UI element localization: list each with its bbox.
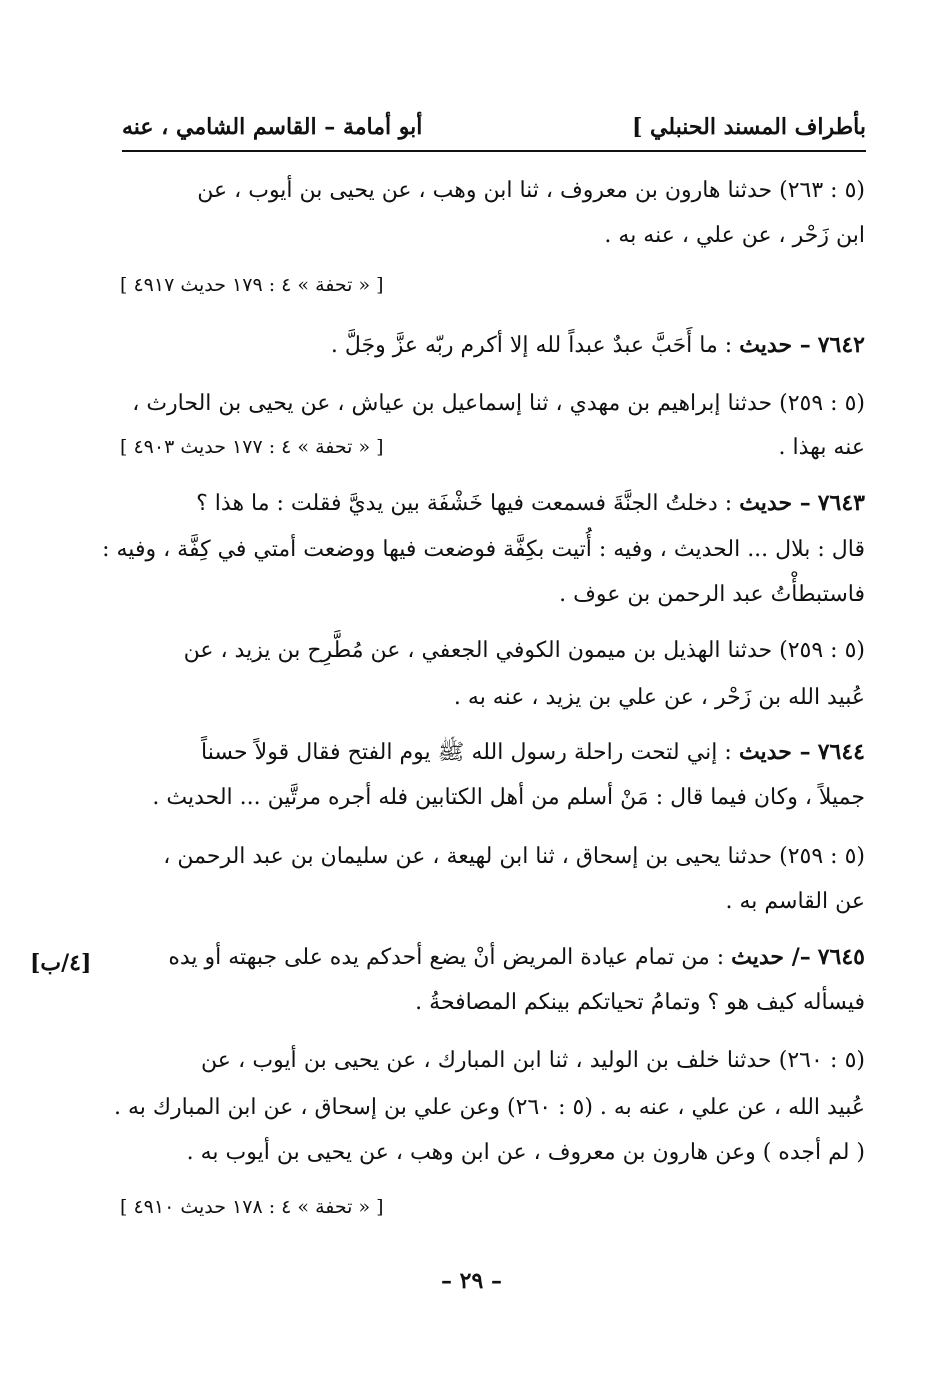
hadith-number: ٧٦٤٤ <box>817 739 865 765</box>
isnad-line: (٥ : ٢٥٩) حدثنا يحيى بن إسحاق ، ثنا ابن لهيعة ، عن سليمان بن عبد الرحمن ، <box>163 844 865 869</box>
hadith-7644 <box>201 737 865 768</box>
isnad-line: (٥ : ٢٦٣) حدثنا هارون بن معروف ، ثنا ابن وهب ، عن يحيى بن أيوب ، عن <box>197 178 865 203</box>
hadith-text-line: فاستبطأْتُ عبد الرحمن بن عوف . <box>559 582 865 607</box>
isnad-line: ابن زَحْر ، عن علي ، عنه به . <box>604 223 865 248</box>
hadith-number: ٧٦٤٢ <box>817 332 865 358</box>
isnad-line: عن القاسم به . <box>725 889 865 914</box>
hadith-label: – حديث <box>739 332 811 358</box>
hadith-label: – حديث <box>738 739 811 765</box>
isnad-line: ( لم أجده ) وعن هارون بن معروف ، عن ابن وهب ، عن يحيى بن أيوب به . <box>186 1140 865 1165</box>
hadith-text-line: قال : بلال ... الحديث ، وفيه : أُتيت بكِفَّة فوضعت فيها ووضعت أمتي في كِفَّة ، وفيه : <box>102 537 865 562</box>
tuhfa-reference: [ « تحفة » ٤ : ١٧٩ حديث ٤٩١٧ ] <box>120 274 384 296</box>
hadith-text-line: جميلاً ، وكان فيما قال : مَنْ أسلم من أهل الكتابين فله أجره مرتَّين ... الحديث . <box>152 785 865 810</box>
isnad-line: (٥ : ٢٥٩) حدثنا إبراهيم بن مهدي ، ثنا إسماعيل بن عياش ، عن يحيى بن الحارث ، <box>132 391 865 416</box>
hadith-text: : من تمام عيادة المريض أنْ يضع أحدكم يده على جبهته أو يده <box>168 945 725 970</box>
isnad-line: عُبيد الله ، عن علي ، عنه به . (٥ : ٢٦٠) وعن علي بن إسحاق ، عن ابن المبارك به . <box>113 1095 865 1120</box>
hadith-label: – حديث <box>739 490 811 516</box>
isnad-line: (٥ : ٢٦٠) حدثنا خلف بن الوليد ، ثنا ابن المبارك ، عن يحيى بن أيوب ، عن <box>201 1048 865 1073</box>
hadith-7643 <box>196 488 865 519</box>
hadith-text: : ما أَحَبَّ عبدٌ عبداً لله إلا أكرم ربّه عزَّ وجَلَّ . <box>330 333 733 358</box>
manuscript-folio-note: [٤/ب] <box>30 950 92 976</box>
hadith-number: ٧٦٤٥ <box>817 944 865 970</box>
hadith-text-line: فيسأله كيف هو ؟ وتمامُ تحياتكم بينكم المصافحةُ . <box>415 990 865 1015</box>
hadith-7642 <box>331 330 865 361</box>
hadith-7645 <box>168 942 865 973</box>
running-header <box>122 112 866 152</box>
isnad-line: عنه بهذا . <box>778 435 865 460</box>
hadith-text: : إني لتحت راحلة رسول الله ﷺ يوم الفتح فقال قولاً حسناً <box>201 740 732 765</box>
page-number: – ٢٩ – <box>441 1268 502 1294</box>
isnad-line: عُبيد الله بن زَحْر ، عن علي بن يزيد ، عنه به . <box>453 685 865 710</box>
hadith-number: ٧٦٤٣ <box>817 490 865 516</box>
isnad-line: (٥ : ٢٥٩) حدثنا الهذيل بن ميمون الكوفي الجعفي ، عن مُطَّرِح بن يزيد ، عن <box>183 638 865 663</box>
hadith-text: : دخلتُ الجنَّةَ فسمعت فيها خَشْفَة بين يديَّ فقلت : ما هذا ؟ <box>196 491 733 516</box>
header-chapter-title: أبو أمامة – القاسم الشامي ، عنه <box>122 114 423 140</box>
header-book-title: بأطراف المسند الحنبلي ] <box>631 114 866 140</box>
hadith-label: –/ حديث <box>731 944 811 970</box>
tuhfa-reference: [ « تحفة » ٤ : ١٧٨ حديث ٤٩١٠ ] <box>120 1196 384 1218</box>
tuhfa-reference: [ « تحفة » ٤ : ١٧٧ حديث ٤٩٠٣ ] <box>120 436 384 458</box>
